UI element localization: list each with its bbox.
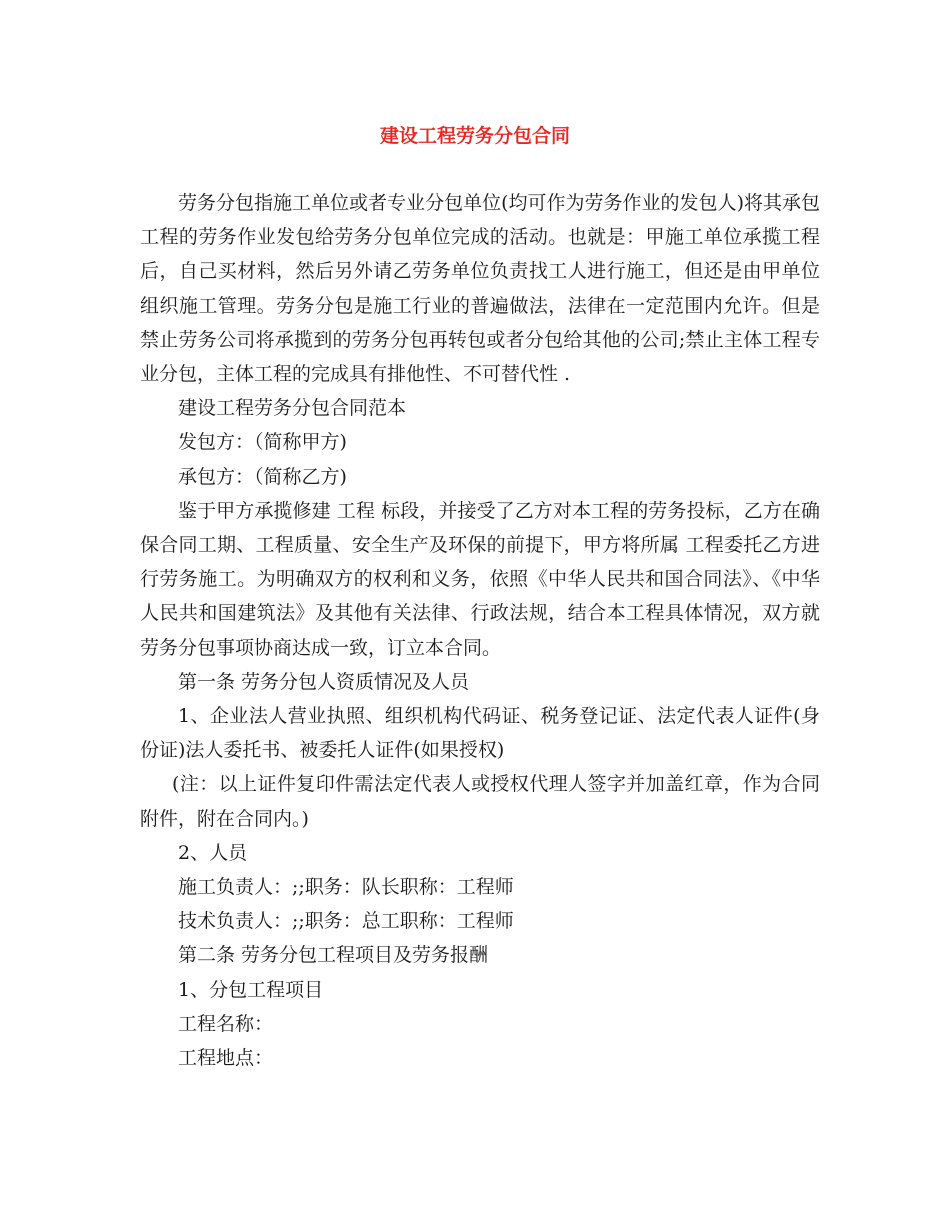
article-2-heading: 第二条 劳务分包工程项目及劳务报酬 [178,944,489,967]
construction-lead-line: 施工负责人：;;职务：队长职称：工程师 [178,876,514,899]
article-1-heading: 第一条 劳务分包人资质情况及人员 [178,670,470,693]
article-2-item-1: 1、分包工程项目 [178,978,324,1001]
project-location-line: 工程地点： [178,1047,274,1070]
preamble-paragraph: 鉴于甲方承揽修建 工程 标段，并接受了乙方对本工程的劳务投标，乙方在确保合同工期、工程质量、安全生产及环保的前提下，甲方将所属 工程委托乙方进行劳务施工。为明确双方的权利和义务，依照《中华人民共和国合同法》、《中华人民共和国建筑法》及其他有关法律、行政法规，结合本工程具体情况，双方就劳务分包事项协商达成一致，订立本合同。 [140,499,820,659]
article-1-item-1: 1、企业法人营业执照、组织机构代码证、税务登记证、法定代表人证件(身份证)法人委托书、被委托人证件(如果授权) [140,705,820,762]
article-1-note: (注：以上证件复印件需法定代表人或授权代理人签字并加盖红章，作为合同附件，附在合同内。) [140,773,820,830]
article-1-item-2: 2、人员 [178,841,248,864]
template-heading: 建设工程劳务分包合同范本 [178,397,407,420]
document-body [140,186,820,1075]
project-name-line: 工程名称： [178,1012,274,1035]
document-title: 建设工程劳务分包合同 [379,125,570,147]
intro-paragraph: 劳务分包指施工单位或者专业分包单位(均可作为劳务作业的发包人)将其承包工程的劳务作业发包给劳务分包单位完成的活动。也就是：甲施工单位承揽工程后，自己买材料，然后另外请乙劳务单位负责找工人进行施工，但还是由甲单位组织施工管理。劳务分包是施工行业的普遍做法，法律在一定范围内允许。但是禁止劳务公司将承揽到的劳务分包再转包或者分包给其他的公司;禁止主体工程专业分包，主体工程的完成具有排他性、不可替代性 . [140,192,820,386]
technical-lead-line: 技术负责人：;;职务：总工职称：工程师 [178,910,514,933]
employer-line: 发包方：（简称甲方) [178,431,347,454]
contractor-line: 承包方：（简称乙方) [178,465,347,488]
